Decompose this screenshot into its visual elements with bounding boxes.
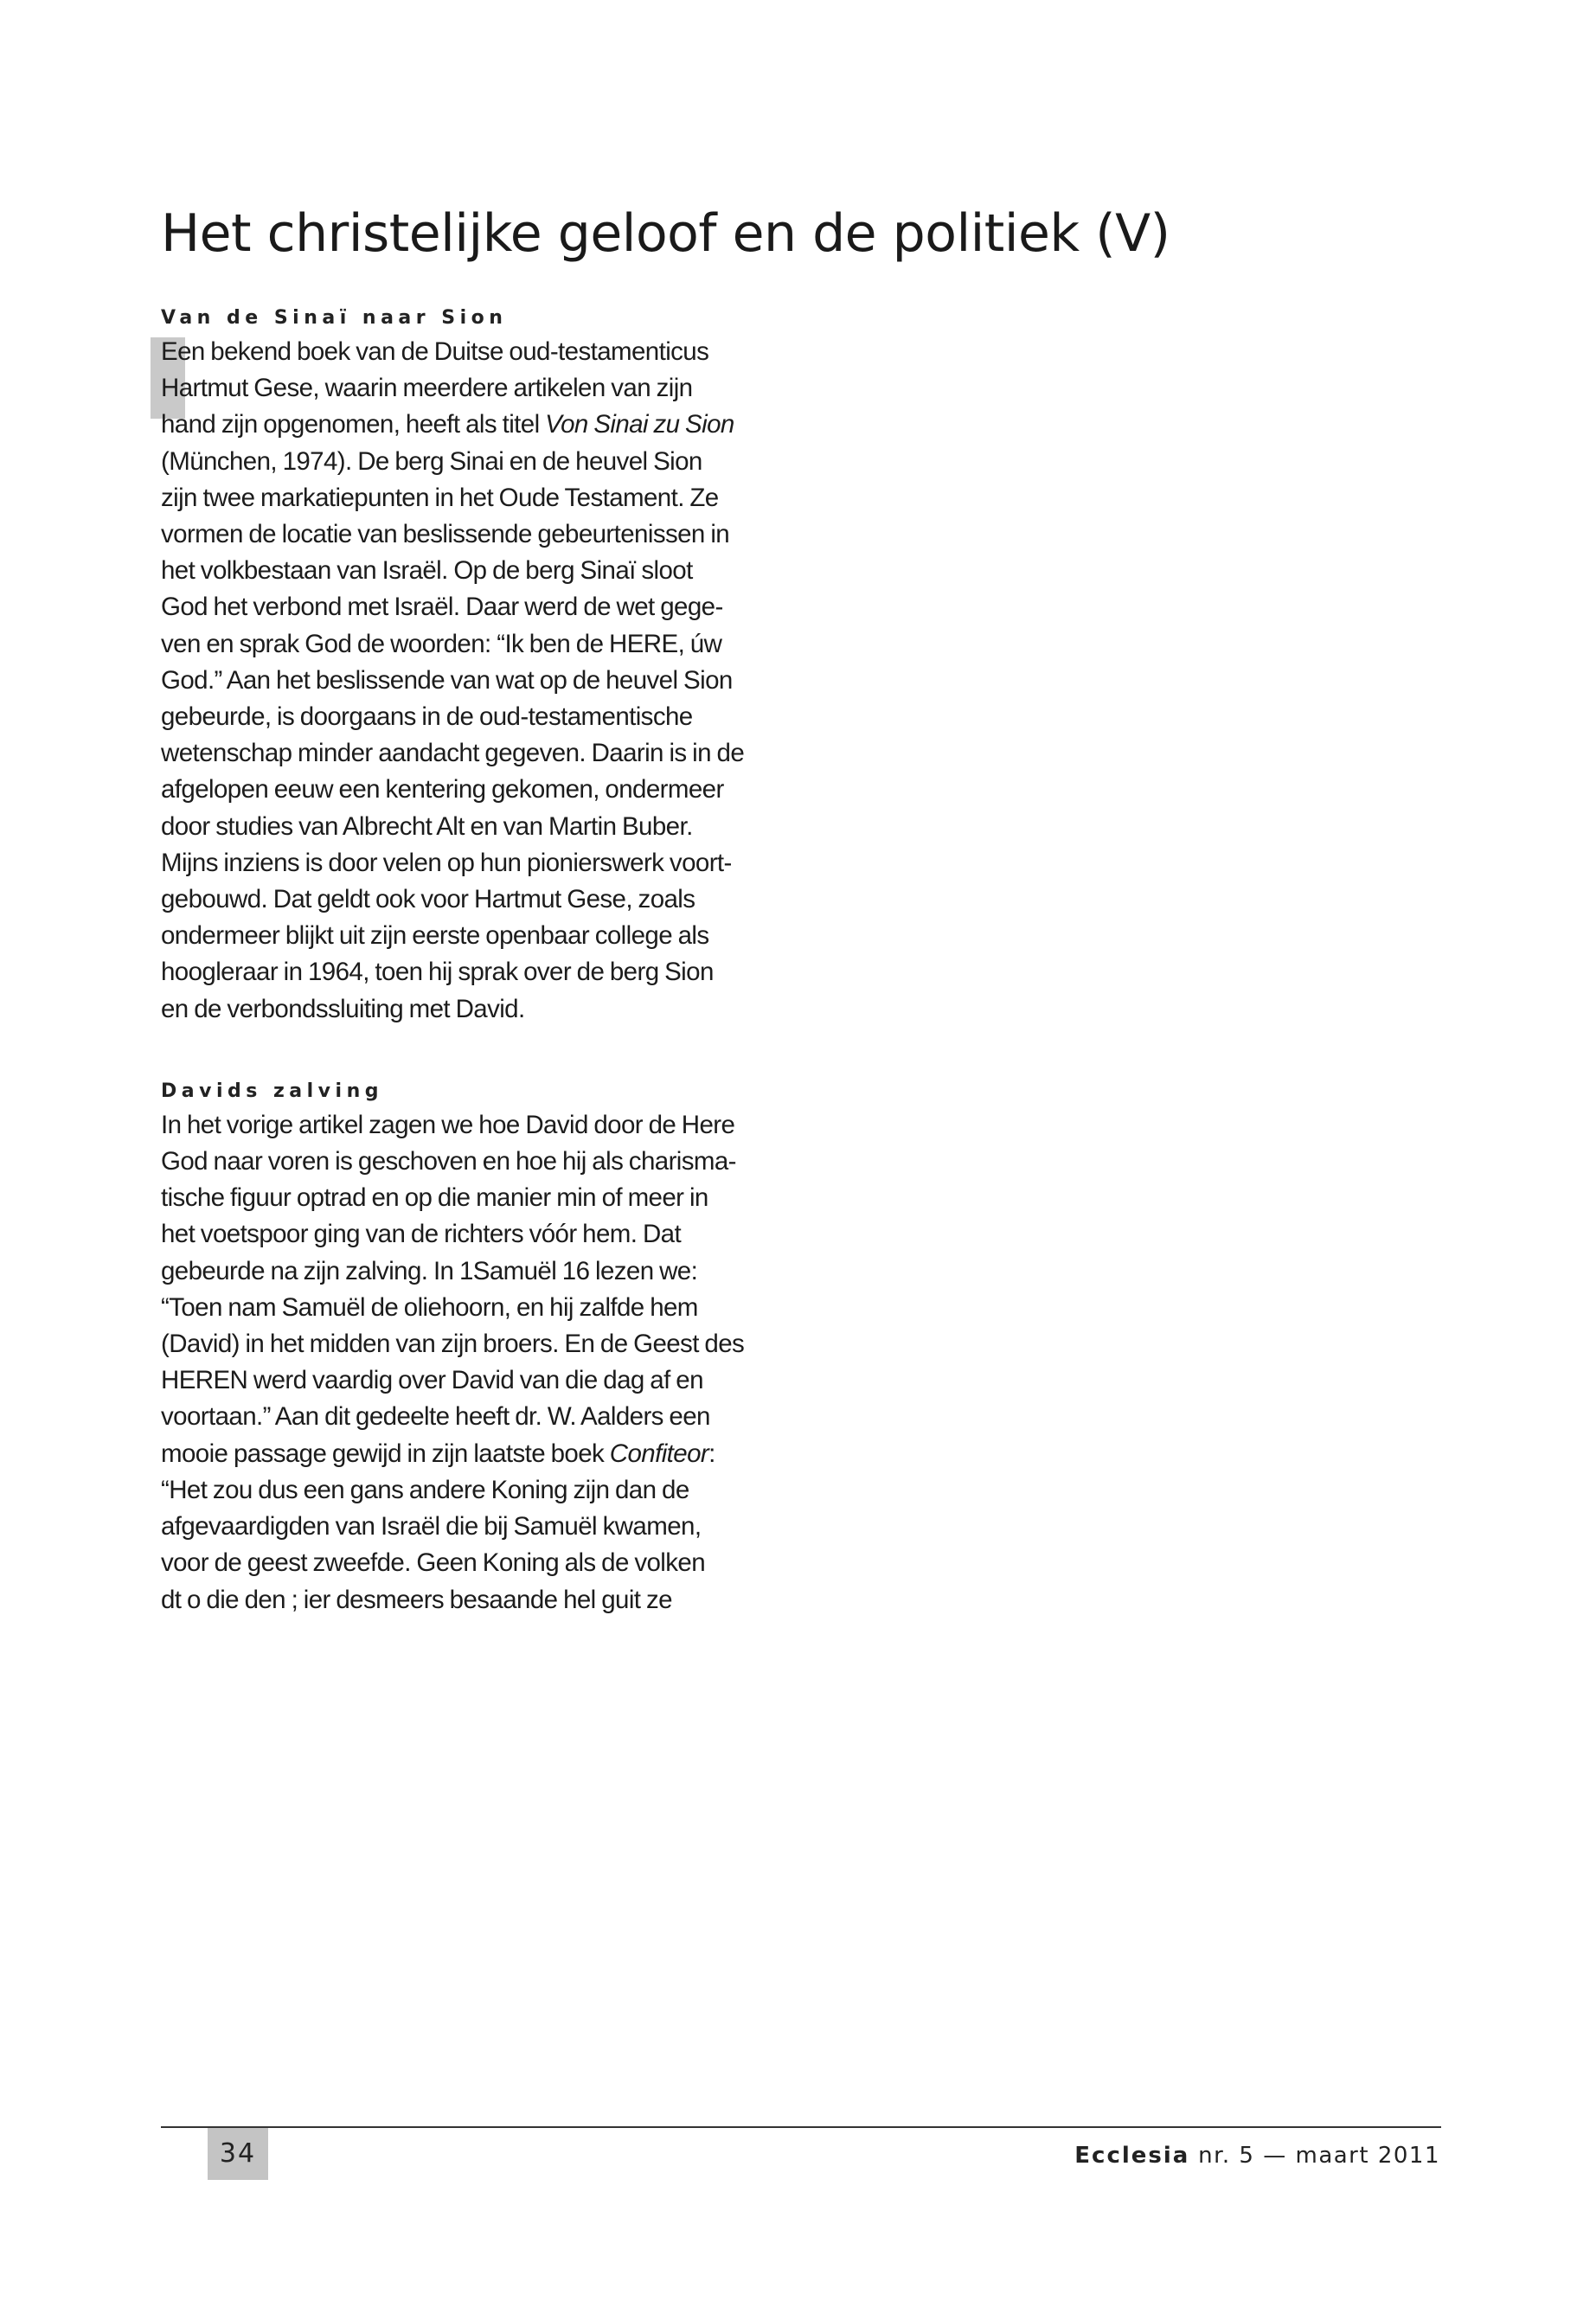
text-line: Mijns inziens is door velen op hun pionierswerk voort- [161,848,732,877]
text-line: voor de geest zweefde. Geen Koning als de volken [161,1548,706,1578]
text-line: ondermeer blijkt uit zijn eerste openbaar college als [161,921,709,951]
text-line: zijn twee markatiepunten in het Oude Testament. Ze [161,483,719,512]
text-line: tische figuur optrad en op die manier min of meer in [161,1183,708,1213]
text-line: gebouwd. Dat geldt ook voor Hartmut Gese, zoals [161,885,695,914]
text-line: Een bekend boek van de Duitse oud-testamenticus [161,337,709,366]
journal-issue: nr. 5 — maart 2011 [1189,2143,1440,2169]
text-line: “Toen nam Samuël de oliehoorn, en hij zalfde hem [161,1292,698,1322]
text-line: ven en sprak God de woorden: “Ik ben de HERE, úw [161,629,722,658]
text-line: God het verbond met Israël. Daar werd de wet gege- [161,593,723,622]
text-line: wetenschap minder aandacht gegeven. Daarin is in de [161,739,745,768]
text-line: voortaan.” Aan dit gedeelte heeft dr. W. Aalders een [161,1402,710,1432]
text-line: afgelopen eeuw een kentering gekomen, ondermeer [161,775,724,804]
text-run: mooie passage gewijd in zijn laatste boek [161,1439,610,1468]
paragraph-sinai [161,334,784,1028]
text-line: HEREN werd vaardig over David van die dag af en [161,1366,703,1395]
text-line: door studies van Albrecht Alt en van Martin Buber. [161,811,693,841]
text-line: “Het zou dus een gans andere Koning zijn dan de [161,1475,689,1504]
article-title: Het christelijke geloof en de politiek (V) [161,203,1170,264]
text-line: het voetspoor ging van de richters vóór hem. Dat [161,1220,682,1249]
text-line: God.” Aan het beslissende van wat op de heuvel Sion [161,665,733,695]
book-title-von-sinai-zu-sion: Von Sinai zu Sion [545,410,734,439]
text-line: hoogleraar in 1964, toen hij sprak over de berg Sion [161,958,714,987]
text-line: afgevaardigden van Israël die bij Samuël kwamen, [161,1512,702,1541]
text-line: gebeurde na zijn zalving. In 1Samuël 16 lezen we: [161,1256,698,1285]
text-line: In het vorige artikel zagen we hoe David door de Here [161,1110,735,1139]
text-line: Hartmut Gese, waarin meerdere artikelen van zijn [161,374,693,403]
text-run: : [708,1439,715,1468]
journal-name: Ecclesia [1074,2143,1190,2169]
section-heading-davids-zalving: Davids zalving [161,1080,383,1102]
text-line: (David) in het midden van zijn broers. En de Geest des [161,1330,745,1359]
text-line [161,407,784,443]
text-line: gebeurde, is doorgaans in de oud-testamentische [161,702,693,732]
text-line [161,1436,784,1472]
footer-rule [161,2126,1441,2128]
text-line: dt o die den ; ier desmeers besaande hel guit ze [161,1585,672,1614]
paragraph-davids-zalving [161,1107,784,1618]
section-spacer [161,1028,784,1076]
text-line: God naar voren is geschoven en hoe hij als charisma- [161,1147,736,1176]
text-line: en de verbondssluiting met David. [161,994,525,1023]
section-heading-sinai: Van de Sinaï naar Sion [161,307,508,329]
text-run: hand zijn opgenomen, heeft als titel [161,410,546,439]
journal-citation [1074,2140,1440,2171]
article-column [161,303,784,1618]
text-line: (München, 1974). De berg Sinai en de heuvel Sion [161,446,702,476]
page-number: 34 [208,2128,268,2180]
text-line: het volkbestaan van Israël. Op de berg Sinaï sloot [161,556,693,586]
text-line: vormen de locatie van beslissende gebeurtenissen in [161,520,730,549]
book-title-confiteor: Confiteor [609,1439,709,1468]
